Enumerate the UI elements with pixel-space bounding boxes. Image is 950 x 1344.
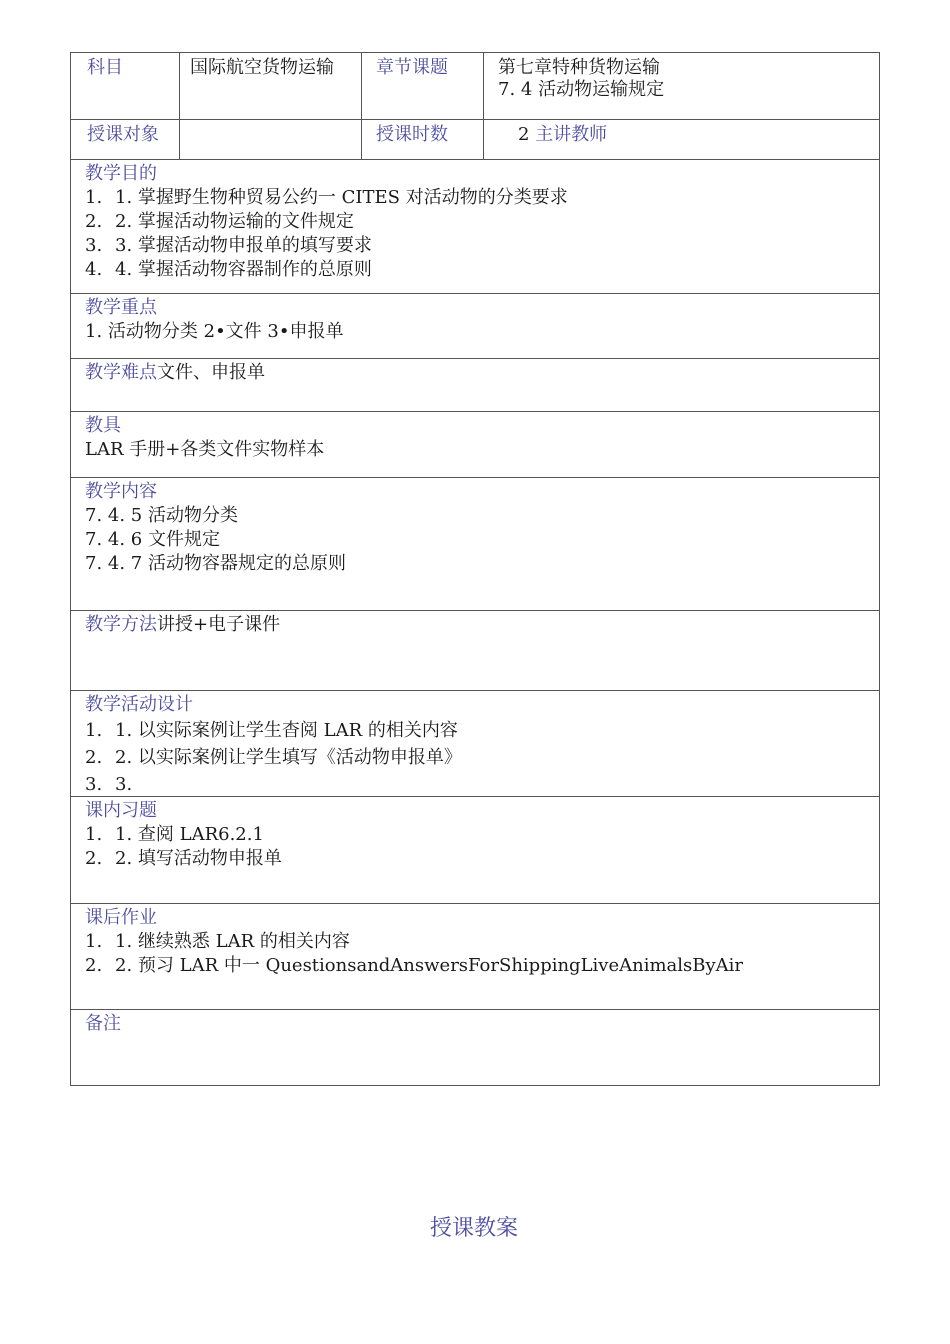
key-points-section [71,293,879,358]
exercises-section [71,796,879,903]
objectives-section [71,159,879,293]
hours-teacher-cell [483,120,879,159]
activities-list [85,717,865,798]
hours-value: 2 [518,124,530,145]
chapter-label: 章节课题 [361,53,483,119]
list-item: 2. 2. 预习 LAR 中一 QuestionsandAnswersForShippingLiveAnimalsByAir [85,955,744,976]
lesson-plan-table [70,52,880,1086]
chapter-line-2: 7. 4 活动物运输规定 [498,79,665,100]
list-item: 4. 4. 掌握活动物容器制作的总原则 [85,259,372,280]
activities-section [71,690,879,796]
methods-text: 讲授+电子课件 [157,614,281,635]
difficulties-text: 文件、申报单 [157,362,265,383]
key-points-label: 教学重点 [85,297,157,318]
teacher-label: 主讲教师 [535,124,608,145]
list-item: 3. 3. [85,774,133,795]
tools-text: LAR 手册+各类文件实物样本 [85,439,325,460]
subject-value: 国际航空货物运输 [179,53,361,119]
homework-label: 课后作业 [85,907,157,928]
hours-label: 授课时数 [361,120,483,159]
homework-section [71,903,879,1009]
list-item: 1. 1. 继续熟悉 LAR 的相关内容 [85,931,350,952]
difficulties-label: 教学难点 [85,362,157,383]
remarks-label: 备注 [85,1013,121,1034]
list-item: 2. 2. 掌握活动物运输的文件规定 [85,211,354,232]
key-points-text: 1. 活动物分类 2•文件 3•申报单 [85,321,344,342]
content-section [71,477,879,610]
header-row-2 [71,119,879,159]
exercises-list [85,823,865,871]
list-item: 1. 1. 查阅 LAR6.2.1 [85,824,264,845]
footer-title: 授课教案 [430,1216,519,1241]
methods-section [71,610,879,690]
list-item: 3. 3. 掌握活动物申报单的填写要求 [85,235,372,256]
content-label: 教学内容 [85,481,157,502]
list-item: 2. 2. 以实际案例让学生填写《活动物申报单》 [85,747,462,768]
header-row-1 [71,53,879,119]
content-line: 7. 4. 5 活动物分类 [85,505,238,526]
list-item: 1. 1. 以实际案例让学生杳阅 LAR 的相关内容 [85,720,458,741]
objectives-label: 教学目的 [85,163,157,184]
audience-label: 授课对象 [87,124,159,145]
exercises-label: 课内习题 [85,800,157,821]
objectives-list [85,186,865,282]
content-line: 7. 4. 6 文件规定 [85,529,220,550]
subject-label: 科目 [87,57,123,78]
list-item: 2. 2. 填写活动物申报单 [85,848,282,869]
audience-value [179,120,361,159]
homework-list [85,930,865,978]
chapter-value [483,53,879,119]
remarks-section [71,1009,879,1085]
activities-label: 教学活动设计 [85,694,193,715]
methods-label: 教学方法 [85,614,157,635]
tools-label: 教具 [85,415,121,436]
difficulties-section [71,358,879,411]
content-line: 7. 4. 7 活动物容器规定的总原则 [85,553,346,574]
list-item: 1. 1. 掌握野生物种贸易公约一 CITES 对活动物的分类要求 [85,187,568,208]
tools-section [71,411,879,477]
chapter-line-1: 第七章特种货物运输 [498,57,660,78]
